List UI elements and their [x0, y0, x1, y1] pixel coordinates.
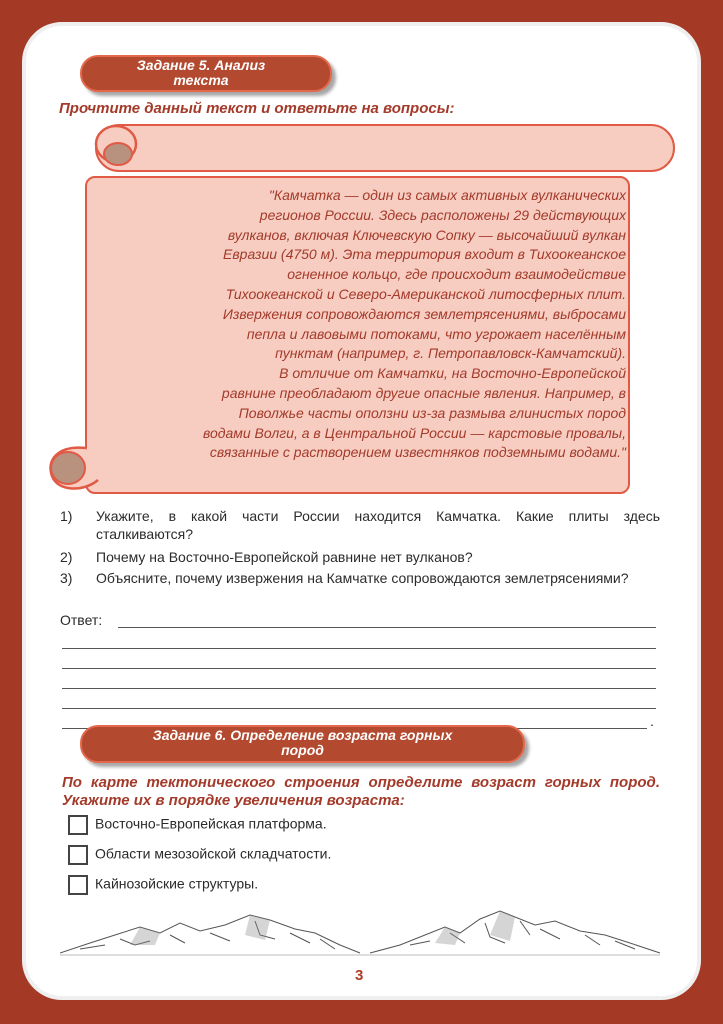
- checkbox[interactable]: [68, 875, 88, 895]
- question-number: 3): [60, 570, 73, 586]
- answer-line[interactable]: [62, 648, 656, 649]
- task5-instruction: Прочтите данный текст и ответьте на вопросы:: [59, 100, 455, 117]
- option-row[interactable]: [68, 875, 258, 895]
- answer-end-dot: .: [650, 713, 654, 729]
- option-label: Восточно-Европейская платформа.: [95, 815, 327, 832]
- question-text: Почему на Восточно-Европейской равнине нет вулканов?: [96, 549, 473, 565]
- question-text: Укажите, в какой части России находится Камчатка. Какие плиты здесь сталкиваются?: [96, 508, 660, 542]
- option-row[interactable]: [68, 815, 327, 835]
- question-number: 2): [60, 549, 73, 565]
- question-text: Объясните, почему извержения на Камчатке сопровождаются землетрясениями?: [96, 570, 629, 586]
- scroll-top-roll: [95, 124, 675, 172]
- scroll-curl-top-icon: [88, 122, 148, 182]
- option-label: Кайнозойские структуры.: [95, 875, 259, 892]
- task6-instruction: По карте тектонического строения определите возраст горных пород. Укажите их в порядке увеличения возраста:: [62, 774, 660, 809]
- answer-label: Ответ:: [60, 612, 103, 628]
- question-item: [60, 569, 660, 587]
- question-list: [60, 507, 660, 587]
- question-item: [60, 507, 660, 543]
- option-row[interactable]: [68, 845, 331, 865]
- task5-title: Задание 5. Анализ текста: [80, 55, 332, 92]
- task6-title: Задание 6. Определение возраста горных пород: [80, 725, 525, 763]
- page-number: 3: [355, 967, 364, 984]
- kamchatka-quote: "Камчатка — один из самых активных вулканических регионов России. Здесь расположены 29 действующих вулканов, включая Ключевскую Сопку — высочайший вулкан Евразии (4750 м). Эта территория входит в Тихоокеанское огненное кольцо, где происходит взаимодействие Тихоокеанской и Северо-Американской литосферных плит. Извержения сопровождаются землетрясениями, выбросами пепла и лавовыми потоками, что угрожает населённым пунктам (например, г. Петропавловск-Камчатский). В отличие от Камчатки, на Восточно-Европейской равнине преобладают другие опасные явления. Например, в Поволжье часты оползни из-за размыва глинистых пород водами Волги, а в Центральной России — карстовые провалы, связанные с растворением известняков подземными водами.": [202, 187, 626, 461]
- mountains-illustration: [60, 905, 665, 965]
- answer-line[interactable]: [118, 627, 656, 628]
- option-label: Области мезозойской складчатости.: [95, 845, 332, 862]
- checkbox[interactable]: [68, 815, 88, 835]
- checkbox[interactable]: [68, 845, 88, 865]
- question-item: [60, 548, 660, 566]
- question-number: 1): [60, 508, 73, 524]
- answer-line[interactable]: [62, 708, 656, 709]
- answer-line[interactable]: [62, 668, 656, 669]
- answer-line[interactable]: [62, 688, 656, 689]
